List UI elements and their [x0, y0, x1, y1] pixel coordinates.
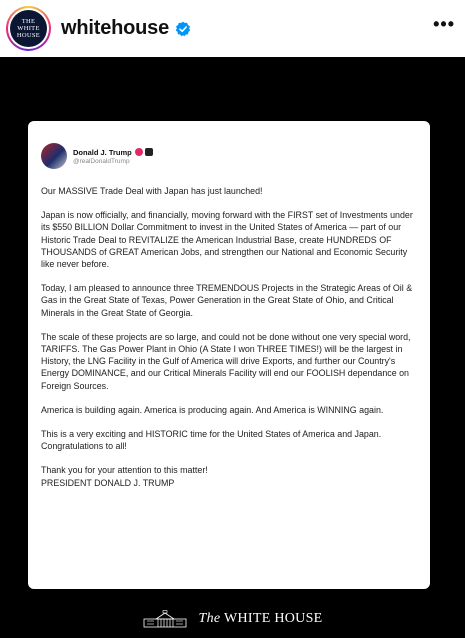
truth-social-card — [28, 121, 430, 589]
white-house-wordmark — [198, 611, 322, 627]
wordmark-the: The — [198, 611, 221, 626]
truth-badge-icon — [145, 148, 153, 156]
white-house-logo-icon — [142, 610, 188, 628]
post-signature: PRESIDENT DONALD J. TRUMP — [41, 477, 175, 488]
post-image — [0, 57, 465, 638]
author-avatar — [41, 143, 67, 169]
avatar-text-white: WHITE — [17, 25, 40, 32]
post-paragraph: America is building again. America is producing again. And America is WINNING again. — [41, 404, 384, 415]
avatar-text-the: THE — [21, 18, 36, 25]
author-name: Donald J. Trump — [73, 147, 132, 157]
username-link[interactable]: whitehouse — [61, 17, 170, 39]
post-paragraph: Thank you for your attention to this matter! — [41, 465, 208, 476]
avatar[interactable] — [10, 10, 47, 47]
post-paragraph: The scale of these projects are so large, and could not be done without one very special word, TARIFFS. The Gas Power Plant in Ohio (A State I won THREE TIMES!) will be the largest in History, the LNG Facility in the Gulf of America will drive Exports, and further our Country's Energy DOMINANCE, and our Critical Minerals Facility will end our FOOLISH dependance on Foreign Sources. — [41, 331, 411, 391]
wordmark-white-house: WHITE HOUSE — [223, 611, 323, 626]
author-handle: @realDonaldTrump — [73, 157, 130, 165]
more-options-icon[interactable]: ••• — [433, 14, 455, 34]
post-paragraph: Our MASSIVE Trade Deal with Japan has just launched! — [41, 186, 263, 196]
story-ring[interactable] — [6, 6, 51, 51]
verified-badge-icon — [175, 21, 191, 37]
post-paragraph: Today, I am pleased to announce three TREMENDOUS Projects in the Strategic Areas of Oil & Gas in the Great State of Texas, Power Generation in the Great State of Ohio, and Critical Minerals in the Great State of Georgia. — [41, 283, 413, 318]
white-house-footer — [0, 600, 465, 638]
post-paragraph: Japan is now officially, and financially, moving forward with the FIRST set of Investments under its $550 BILLION Dollar Commitment to invest in the United States of America — part of our Historic Trade Deal to REVITALIZE the American Industrial Base, create HUNDREDS OF THOUSANDS of GREAT American Jobs, and strengthen our National and Economic Security like never before. — [41, 210, 413, 270]
post-header — [0, 0, 465, 57]
verified-badge-icon — [135, 148, 143, 156]
post-paragraph: This is a very exciting and HISTORIC time for the United States of America and Japan. Congratulations to all! — [41, 429, 382, 452]
avatar-text-house: HOUSE — [16, 32, 41, 39]
card-author-row — [41, 141, 416, 171]
